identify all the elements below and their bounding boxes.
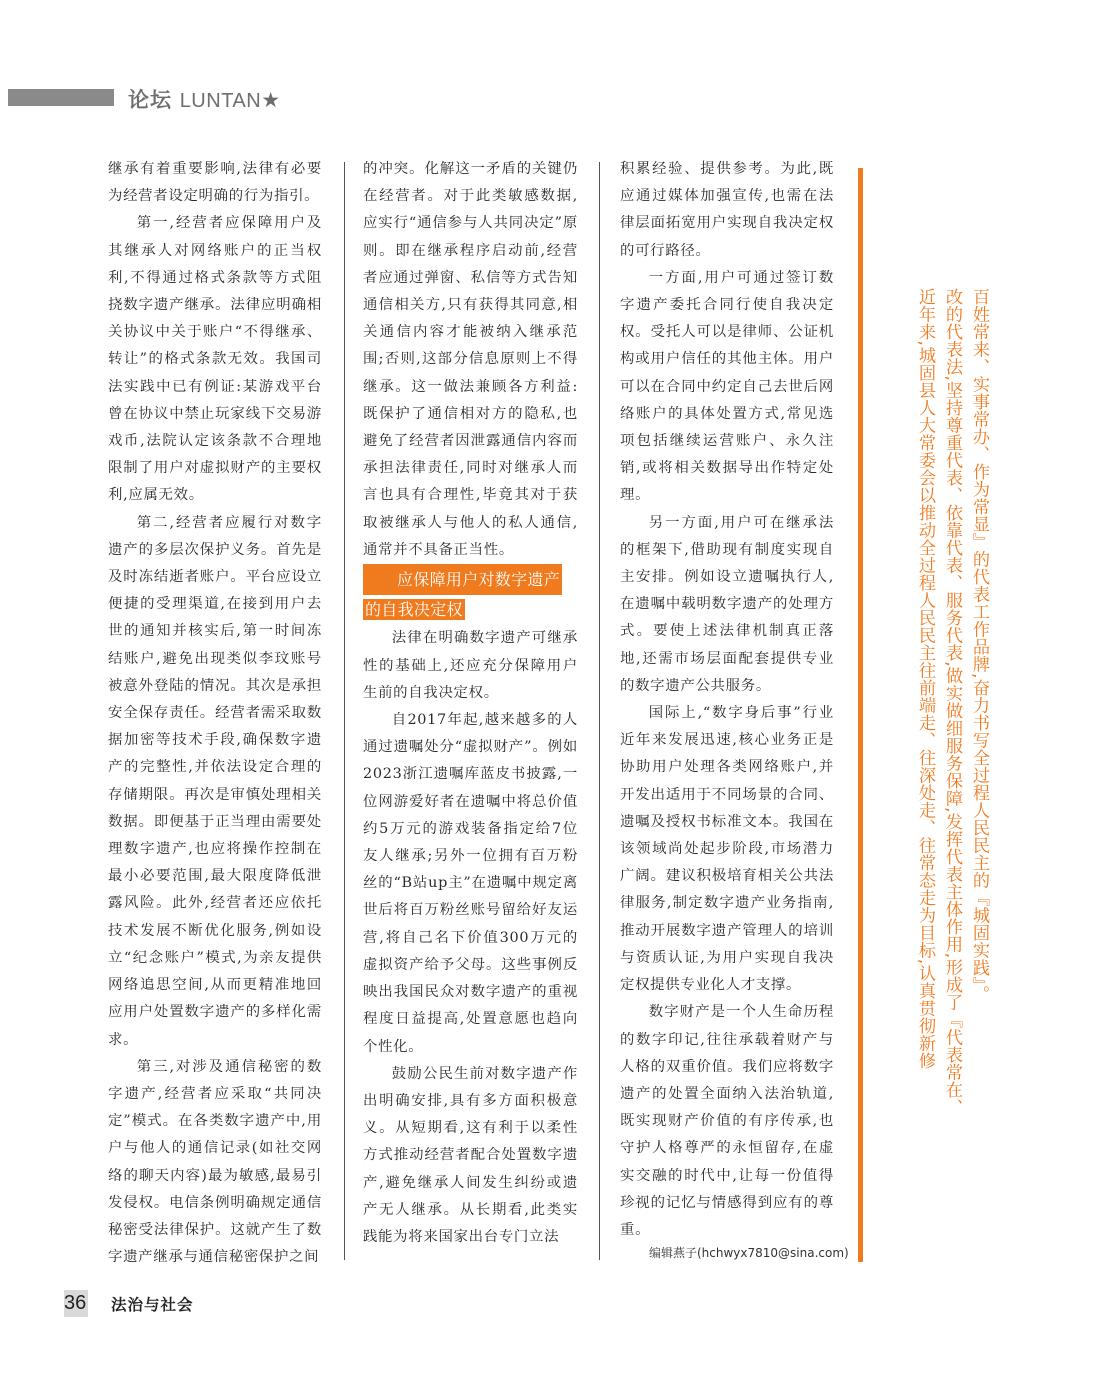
- paragraph: 第二,经营者应履行对数字遗产的多层次保护义务。首先是及时冻结逝者账户。平台应设立便捷的受理渠道,在接到用户去世的通知并核实后,第一时间冻结账户,避免出现类似李玟账号被意外登陆的情况。其次是承担安全保存责任。经营者需采取数据加密等技术手段,确保数字遗产的完整性,并依法设定合理的存储期限。再次是审慎处理相关数据。即便基于正当理由需要处理数字遗产,也应将操作控制在最小必要范围,最大限度降低泄露风险。此外,经营者还应依托技术发展不断优化服务,例如设立“纪念账户”模式,为亲友提供网络追思空间,从而更精准地回应用户处置数字遗产的多样化需求。: [108, 514, 322, 1048]
- paragraph: 第三,对涉及通信秘密的数字遗产,经营者应采取“共同决定”模式。在各类数字遗产中,用户与他人的通信记录(如社交网络的聊天内容)最为敏感,最易引发侵权。电信条例明确规定通信秘密受法律保护。这就产生了数字遗产继承与通信秘密保护之间: [108, 1058, 322, 1266]
- paragraph: 一方面,用户可通过签订数字遗产委托合同行使自我决定权。受托人可以是律师、公证机构或用户信任的其他主体。用户可以在合同中约定自己去世后网络账户的具体处置方式,常见选项包括继续运营账户、永久注销,或将相关数据导出作特定处理。: [620, 269, 834, 504]
- subheading: [363, 564, 578, 625]
- paragraph: 的冲突。化解这一矛盾的关键仍在经营者。对于此类敏感数据,应实行“通信参与人共同决定”原则。即在继承程序启动前,经营者应通过弹窗、私信等方式告知通信相关方,只有获得其同意,相关通信内容才能被纳入继承范围;否则,这部分信息原则上不得继承。这一做法兼顾各方利益:既保护了通信相对方的隐私,也避免了经营者因泄露通信内容而承担法律责任,同时对继承人而言也具有合理性,毕竟其对于获取被继承人与他人的私人通信,通常并不具备正当性。: [363, 161, 578, 558]
- sidebar-text-line-3: 近年来,城固县人大常委会以推动全过程人民民主往前端走、往深处走、往常态走为目标,认真贯彻新修: [915, 288, 935, 1070]
- column-divider: [599, 162, 600, 1260]
- page-number: 36: [64, 1290, 88, 1317]
- column-divider: [344, 162, 345, 1260]
- paragraph: 自2017年起,越来越多的人通过遗嘱处分“虚拟财产”。例如2023浙江遗嘱库蓝皮书披露,一位网游爱好者在遗嘱中将总价值约5万元的游戏装备指定给7位友人继承;另外一位拥有百万粉丝的“B站up主”在遗嘱中规定离世后将百万粉丝账号留给好友运营,将自己名下价值300万元的虚拟资产给予父母。这些事例反映出我国民众对数字遗产的重视程度日益提高,处置意愿也趋向个性化。: [363, 712, 578, 1055]
- paragraph: 积累经验、提供参考。为此,既应通过媒体加强宣传,也需在法律层面拓宽用户实现自我决定权的可行路径。: [620, 161, 834, 259]
- subheading-line-1: 应保障用户对数字遗产: [363, 564, 562, 595]
- paragraph: 数字财产是一个人生命历程的数字印记,往往承载着财产与人格的双重价值。我们应将数字遗产的处置全面纳入法治轨道,既实现财产价值的有序传承,也守护人格尊严的永恒留存,在虚实交融的时代中,让每一份值得珍视的记忆与情感得到应有的尊重。: [620, 1004, 834, 1238]
- sidebar-text-line-1: 百姓常来、实事常办、作为常显』的代表工作品牌,奋力书写全过程人民民主的『城固实践』。: [969, 288, 989, 1003]
- section-label-zh: 论坛: [128, 88, 172, 112]
- magazine-name: 法治与社会: [111, 1296, 194, 1314]
- paragraph: 继承有着重要影响,法律有必要为经营者设定明确的行为指引。: [108, 161, 322, 205]
- sidebar-accent-rule: [858, 168, 863, 1262]
- paragraph: 另一方面,用户可在继承法的框架下,借助现有制度实现自主安排。例如设立遗嘱执行人,在遗嘱中载明数字遗产的处理方式。要使上述法律机制真正落地,还需市场层面配套提供专业的数字遗产公共服务。: [620, 514, 834, 694]
- paragraph: 法律在明确数字遗产可继承性的基础上,还应充分保障用户生前的自我决定权。: [363, 630, 578, 701]
- sidebar-text-line-2: 改的代表法,坚持尊重代表、依靠代表、服务代表,做实做细服务保障,发挥代表主体作用,形成了『代表常在、: [942, 288, 962, 1117]
- article-column-3: [620, 156, 834, 1244]
- header-gray-bar: [8, 89, 114, 106]
- subheading-line-2: 的自我决定权: [365, 600, 463, 620]
- editor-credit: 编辑燕子(hchwyx7810@sina.com): [649, 1246, 849, 1260]
- star-icon: ★: [261, 88, 282, 112]
- paragraph: 国际上,“数字身后事”行业近年来发展迅速,核心业务正是协助用户处理各类网络账户,并开发出适用于不同场景的合同、遗嘱及授权书标准文本。我国在该领域尚处起步阶段,市场潜力广阔。建议积极培育相关公共法律服务,制定数字遗产业务指南,推动开展数字遗产管理人的培训与资质认证,为用户实现自我决定权提供专业化人才支撑。: [620, 705, 834, 994]
- section-label-en: LUNTAN: [179, 90, 262, 112]
- paragraph: 第一,经营者应保障用户及其继承人对网络账户的正当权利,不得通过格式条款等方式阻挠数字遗产继承。法律应明确相关协议中关于账户“不得继承、转让”的格式条款无效。我国司法实践中已有例证:某游戏平台曾在协议中禁止玩家线下交易游戏币,法院认定该条款不合理地限制了用户对虚拟财产的主要权利,应属无效。: [108, 215, 322, 504]
- article-column-1: [108, 156, 322, 1271]
- paragraph: 鼓励公民生前对数字遗产作出明确安排,具有多方面积极意义。从短期看,这有利于以柔性方式推动经营者配合处置数字遗产,避免继承人间发生纠纷或遗产无人继承。从长期看,此类实践能为将来国家出台专门立法: [363, 1065, 578, 1245]
- article-column-2: [363, 156, 578, 1251]
- section-label: [128, 84, 281, 114]
